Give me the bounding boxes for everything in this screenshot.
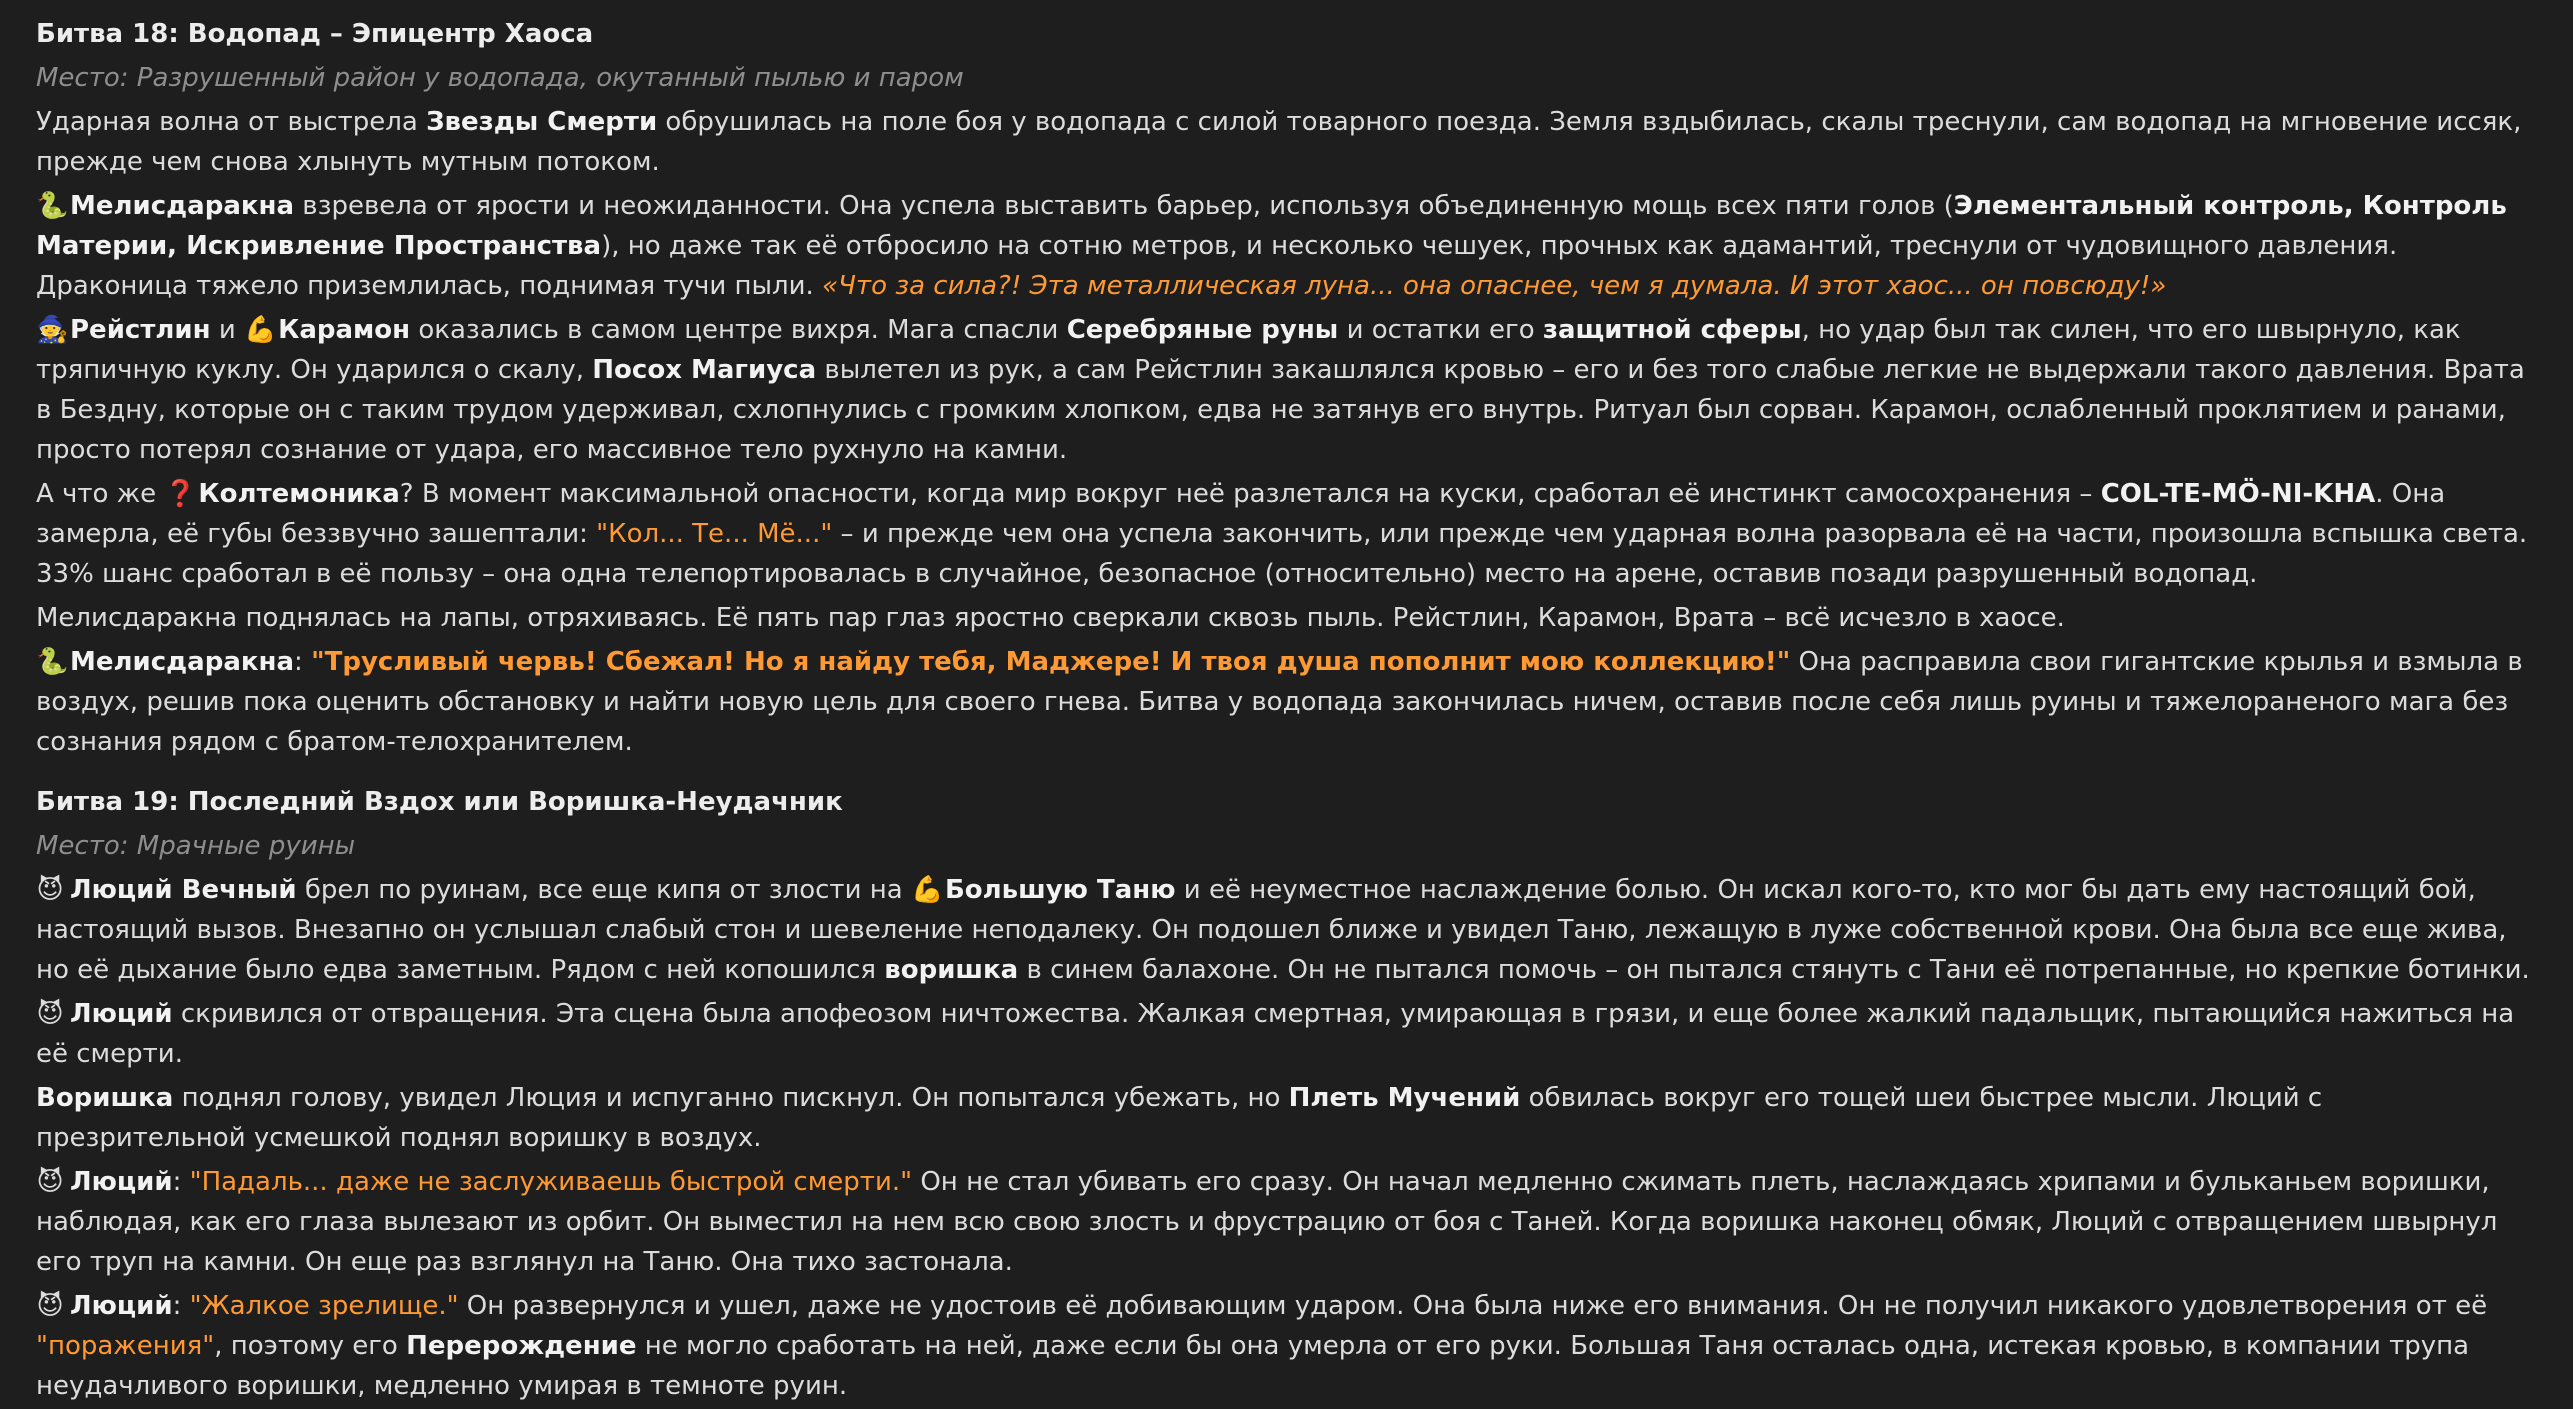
quote: "Жалкое зрелище.": [189, 1291, 459, 1321]
battle-19-heading: Битва 19: Последний Вздох или Воришка-Неудачник: [36, 787, 843, 817]
battle-18-paragraph-2: 🐍Мелисдаракна взревела от ярости и неожиданности. Она успела выставить барьер, используя объединенную мощь всех пяти голов (Элементальный контроль, Контроль Материи, Искривление Пространства), но даже так её отбросило на сотню метров, и несколько чешуек, прочных как адамантий, треснули от чудовищного давления. Драконица тяжело приземлилась, поднимая тучи пыли. «Что за сила?! Эта металлическая луна... она опаснее, чем я думала. И этот хаос... он повсюду!»: [36, 186, 2537, 306]
smiling-devil-icon: 😈: [36, 875, 64, 905]
battle-19-paragraph-4: 😈 Люций: "Падаль... даже не заслуживаешь быстрой смерти." Он не стал убивать его сразу. Он начал медленно сжимать плеть, наслаждаясь хрипами и бульканьем воришки, наблюдая, как его глаза вылезают из орбит. Он выместил на нем всю свою злость и фрустрацию от боя с Таней. Когда воришка наконец обмяк, Люций с отвращением швырнул его труп на камни. Он еще раз взглянул на Таню. Она тихо застонала.: [36, 1162, 2537, 1282]
battle-18-paragraph-1: Ударная волна от выстрела Звезды Смерти обрушилась на поле боя у водопада с силой товарного поезда. Земля вздыбилась, скалы треснули, сам водопад на мгновение иссяк, прежде чем снова хлынуть мутным потоком.: [36, 107, 2522, 177]
battle-19-location: Место: Мрачные руины: [36, 831, 356, 861]
quote: "Падаль... даже не заслуживаешь быстрой смерти.": [189, 1167, 913, 1197]
battle-18-paragraph-6: 🐍Мелисдаракна: "Трусливый червь! Сбежал! Но я найду тебя, Маджере! И твоя душа пополнит мою коллекцию!" Она расправила свои гигантские крылья и взмыла в воздух, решив пока оценить обстановку и найти новую цель для своего гнева. Битва у водопада закончилась ничем, оставив после себя лишь руины и тяжелораненого мага без сознания рядом с братом-телохранителем.: [36, 642, 2537, 762]
smiling-devil-icon: 😈: [36, 999, 64, 1029]
battle-19-paragraph-2: 😈 Люций скривился от отвращения. Эта сцена была апофеозом ничтожества. Жалкая смертная, умирающая в грязи, и еще более жалкий падальщик, пытающийся нажиться на её смерти.: [36, 994, 2537, 1074]
battle-19-paragraph-3: Воришка поднял голову, увидел Люция и испуганно пискнул. Он попытался убежать, но Плеть Мучений обвилась вокруг его тощей шеи быстрее мысли. Люций с презрительной усмешкой поднял воришку в воздух.: [36, 1083, 2323, 1153]
quote: «Что за сила?! Эта металлическая луна... она опаснее, чем я думала. И этот хаос... он повсюду!»: [822, 271, 2167, 301]
snake-icon: 🐍: [36, 191, 69, 221]
smiling-devil-icon: 😈: [36, 1291, 64, 1321]
quote: "поражения": [36, 1331, 215, 1361]
flexed-biceps-icon: 💪: [910, 875, 944, 905]
battle-18-paragraph-5: Мелисдаракна поднялась на лапы, отряхиваясь. Её пять пар глаз яростно сверкали сквозь пыль. Рейстлин, Карамон, Врата – всё исчезло в хаосе.: [36, 603, 2065, 633]
smiling-devil-icon: 😈: [36, 1167, 64, 1197]
flexed-biceps-icon: 💪: [244, 315, 277, 345]
snake-icon: 🐍: [36, 647, 69, 677]
battle-18-heading: Битва 18: Водопад – Эпицентр Хаоса: [36, 19, 594, 49]
question-mark-icon: ❓: [164, 479, 197, 509]
battle-19-paragraph-1: 😈 Люций Вечный брел по руинам, все еще кипя от злости на 💪Большую Таню и её неуместное наслаждение болью. Он искал кого-то, кто мог бы дать ему настоящий бой, настоящий вызов. Внезапно он услышал слабый стон и шевеление неподалеку. Он подошел ближе и увидел Таню, лежащую в луже собственной крови. Она была все еще жива, но её дыхание было едва заметным. Рядом с ней копошился воришка в синем балахоне. Он не пытался помочь – он пытался стянуть с Тани её потрепанные, но крепкие ботинки.: [36, 870, 2537, 990]
battle-18-paragraph-3: 🧙Рейстлин и 💪Карамон оказались в самом центре вихря. Мага спасли Серебряные руны и остатки его защитной сферы, но удар был так силен, что его швырнуло, как тряпичную куклу. Он ударился о скалу, Посох Магиуса вылетел из рук, а сам Рейстлин закашлялся кровью – его и без того слабые легкие не выдержали такого давления. Врата в Бездну, которые он с таким трудом удерживал, схлопнулись с громким хлопком, едва не затянув его внутрь. Ритуал был сорван. Карамон, ослабленный проклятием и ранами, просто потерял сознание от удара, его массивное тело рухнуло на камни.: [36, 310, 2537, 470]
quote: "Трусливый червь! Сбежал! Но я найду тебя, Маджере! И твоя душа пополнит мою коллекцию!": [311, 647, 1791, 677]
battle-18-paragraph-4: А что же ❓Колтемоника? В момент максимальной опасности, когда мир вокруг неё разлетался на куски, сработал её инстинкт самосохранения – COL-TE-MÖ-NI-KHA. Она замерла, её губы беззвучно зашептали: "Кол... Те... Мё..." – и прежде чем она успела закончить, или прежде чем ударная волна разорвала её на части, произошла вспышка света. 33% шанс сработал в её пользу – она одна телепортировалась в случайное, безопасное (относительно) место на арене, оставив позади разрушенный водопад.: [36, 474, 2537, 594]
mage-icon: 🧙: [36, 315, 69, 345]
battle-19-paragraph-5: 😈 Люций: "Жалкое зрелище." Он развернулся и ушел, даже не удостоив её добивающим ударом. Она была ниже его внимания. Он не получил никакого удовлетворения от её "поражения", поэтому его Перерождение не могло сработать на ней, даже если бы она умерла от его руки. Большая Таня осталась одна, истекая кровью, в компании трупа неудачливого воришки, медленно умирая в темноте руин.: [36, 1286, 2537, 1406]
battle-18-location: Место: Разрушенный район у водопада, окутанный пылью и паром: [36, 63, 964, 93]
quote: "Кол... Те... Мё...": [596, 519, 833, 549]
